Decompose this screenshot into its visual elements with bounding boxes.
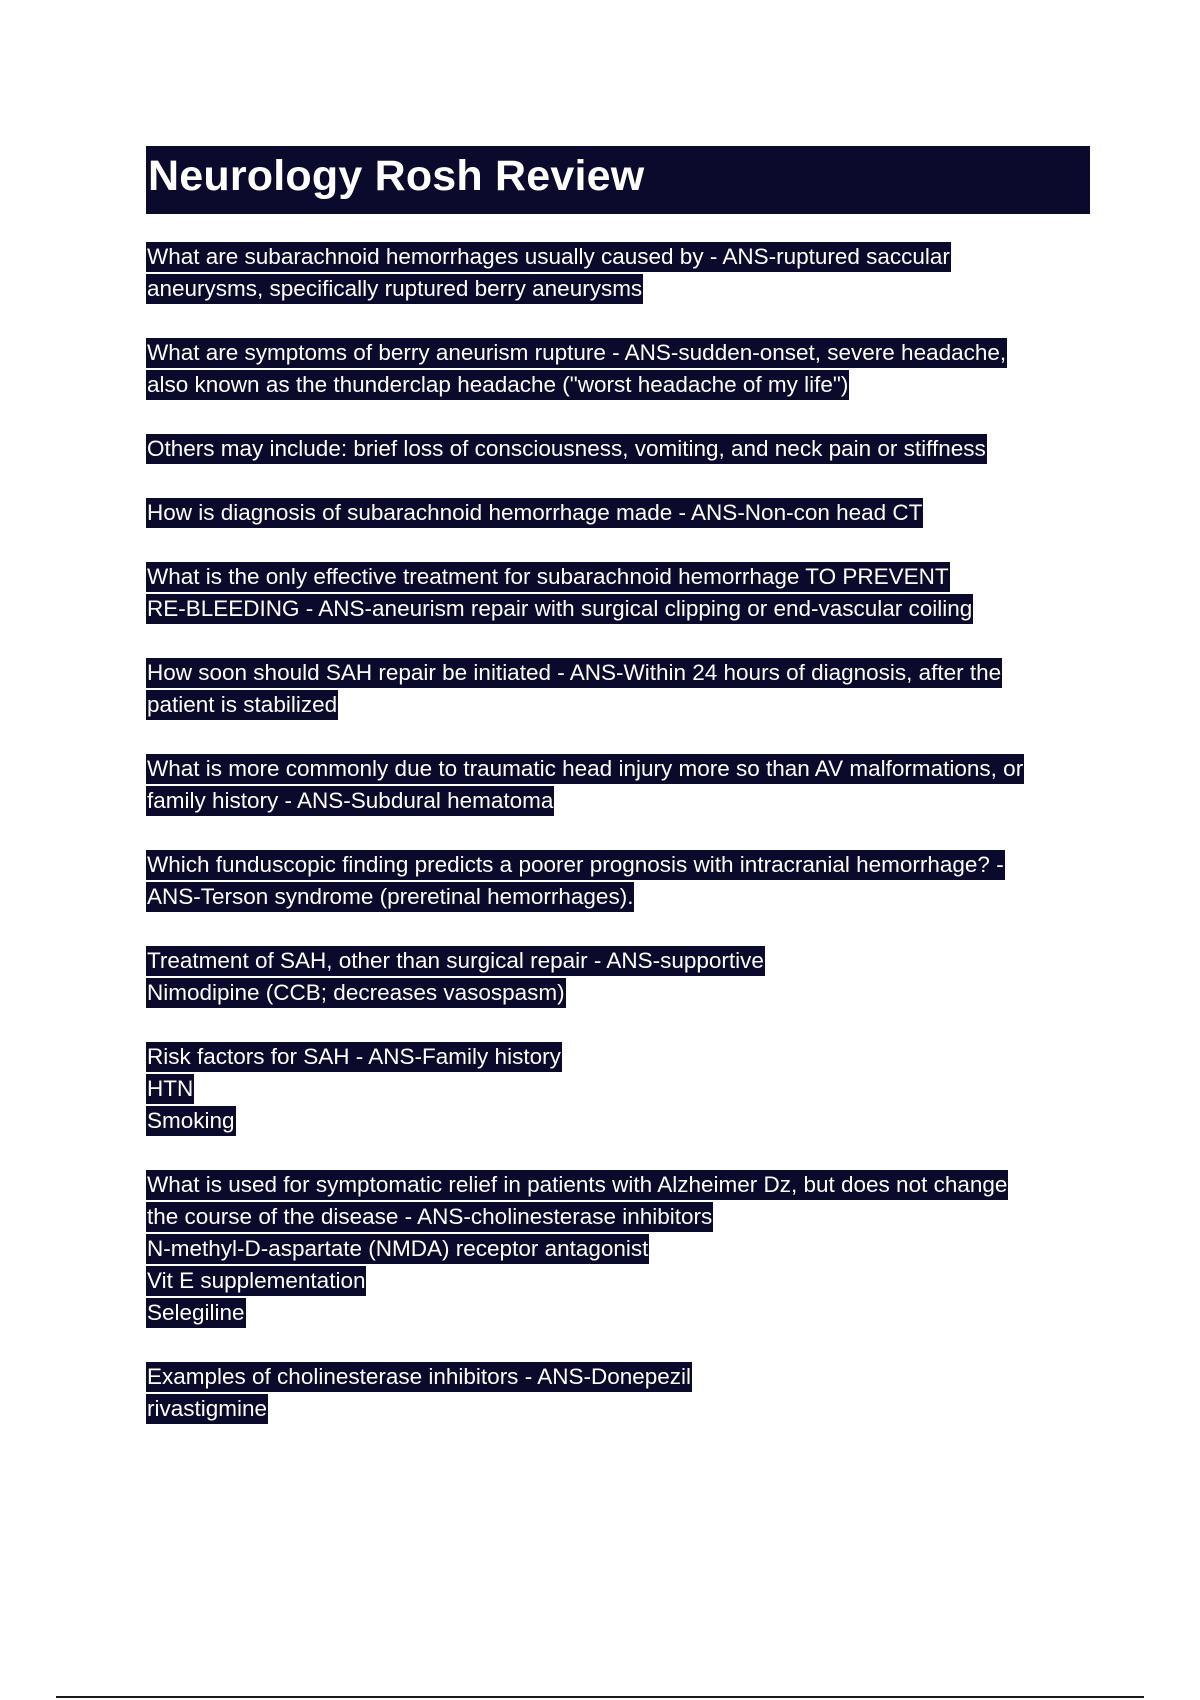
flashcard-item <box>146 1169 1096 1329</box>
flashcard-line <box>146 1201 1096 1233</box>
page-title: Neurology Rosh Review <box>148 152 645 200</box>
flashcard-line <box>146 1169 1096 1201</box>
flashcard-line <box>146 785 1096 817</box>
highlighted-text: Vit E supplementation <box>146 1266 366 1296</box>
highlighted-text: RE-BLEEDING - ANS-aneurism repair with surgical clipping or end-vascular coiling <box>146 594 973 624</box>
flashcard-line <box>146 497 1096 529</box>
flashcard-line <box>146 1393 1096 1425</box>
flashcard-line <box>146 337 1096 369</box>
flashcard-line <box>146 657 1096 689</box>
flashcard-line <box>146 1361 1096 1393</box>
flashcard-item <box>146 497 1096 529</box>
flashcard-list <box>146 241 1096 1457</box>
highlighted-text: HTN <box>146 1074 194 1104</box>
highlighted-text: What are symptoms of berry aneurism rupture - ANS-sudden-onset, severe headache, <box>146 338 1007 368</box>
highlighted-text: ANS-Terson syndrome (preretinal hemorrhages). <box>146 882 634 912</box>
flashcard-item <box>146 1041 1096 1137</box>
highlighted-text: Selegiline <box>146 1298 246 1328</box>
flashcard-item <box>146 561 1096 625</box>
flashcard-line <box>146 977 1096 1009</box>
flashcard-line <box>146 1105 1096 1137</box>
flashcard-line <box>146 1233 1096 1265</box>
flashcard-line <box>146 593 1096 625</box>
flashcard-line <box>146 1265 1096 1297</box>
flashcard-item <box>146 945 1096 1009</box>
flashcard-line <box>146 1041 1096 1073</box>
highlighted-text: patient is stabilized <box>146 690 338 720</box>
highlighted-text: Others may include: brief loss of consciousness, vomiting, and neck pain or stiffness <box>146 434 987 464</box>
flashcard-line <box>146 561 1096 593</box>
flashcard-line <box>146 1073 1096 1105</box>
highlighted-text: Nimodipine (CCB; decreases vasospasm) <box>146 978 566 1008</box>
flashcard-line <box>146 273 1096 305</box>
flashcard-line <box>146 945 1096 977</box>
highlighted-text: What is used for symptomatic relief in patients with Alzheimer Dz, but does not change <box>146 1170 1008 1200</box>
flashcard-item <box>146 241 1096 305</box>
highlighted-text: What is the only effective treatment for subarachnoid hemorrhage TO PREVENT <box>146 562 950 592</box>
highlighted-text: How soon should SAH repair be initiated - ANS-Within 24 hours of diagnosis, after the <box>146 658 1002 688</box>
flashcard-line <box>146 241 1096 273</box>
flashcard-item <box>146 657 1096 721</box>
highlighted-text: Smoking <box>146 1106 236 1136</box>
flashcard-line <box>146 433 1096 465</box>
flashcard-item <box>146 433 1096 465</box>
flashcard-line <box>146 689 1096 721</box>
flashcard-line <box>146 369 1096 401</box>
highlighted-text: Which funduscopic finding predicts a poorer prognosis with intracranial hemorrhage? - <box>146 850 1005 880</box>
highlighted-text: aneurysms, specifically ruptured berry aneurysms <box>146 274 643 304</box>
highlighted-text: How is diagnosis of subarachnoid hemorrhage made - ANS-Non-con head CT <box>146 498 923 528</box>
flashcard-line <box>146 1297 1096 1329</box>
flashcard-item <box>146 753 1096 817</box>
highlighted-text: What are subarachnoid hemorrhages usually caused by - ANS-ruptured saccular <box>146 242 951 272</box>
flashcard-line <box>146 849 1096 881</box>
highlighted-text: also known as the thunderclap headache ("worst headache of my life") <box>146 370 849 400</box>
highlighted-text: the course of the disease - ANS-cholinesterase inhibitors <box>146 1202 713 1232</box>
highlighted-text: rivastigmine <box>146 1394 268 1424</box>
flashcard-item <box>146 1361 1096 1425</box>
flashcard-item <box>146 849 1096 913</box>
footer-divider <box>56 1696 1144 1698</box>
highlighted-text: Risk factors for SAH - ANS-Family history <box>146 1042 562 1072</box>
highlighted-text: Examples of cholinesterase inhibitors - ANS-Donepezil <box>146 1362 692 1392</box>
highlighted-text: N-methyl-D-aspartate (NMDA) receptor antagonist <box>146 1234 649 1264</box>
flashcard-line <box>146 753 1096 785</box>
highlighted-text: Treatment of SAH, other than surgical repair - ANS-supportive <box>146 946 765 976</box>
highlighted-text: family history - ANS-Subdural hematoma <box>146 786 554 816</box>
flashcard-line <box>146 881 1096 913</box>
flashcard-item <box>146 337 1096 401</box>
title-banner <box>146 146 1090 214</box>
highlighted-text: What is more commonly due to traumatic head injury more so than AV malformations, or <box>146 754 1024 784</box>
